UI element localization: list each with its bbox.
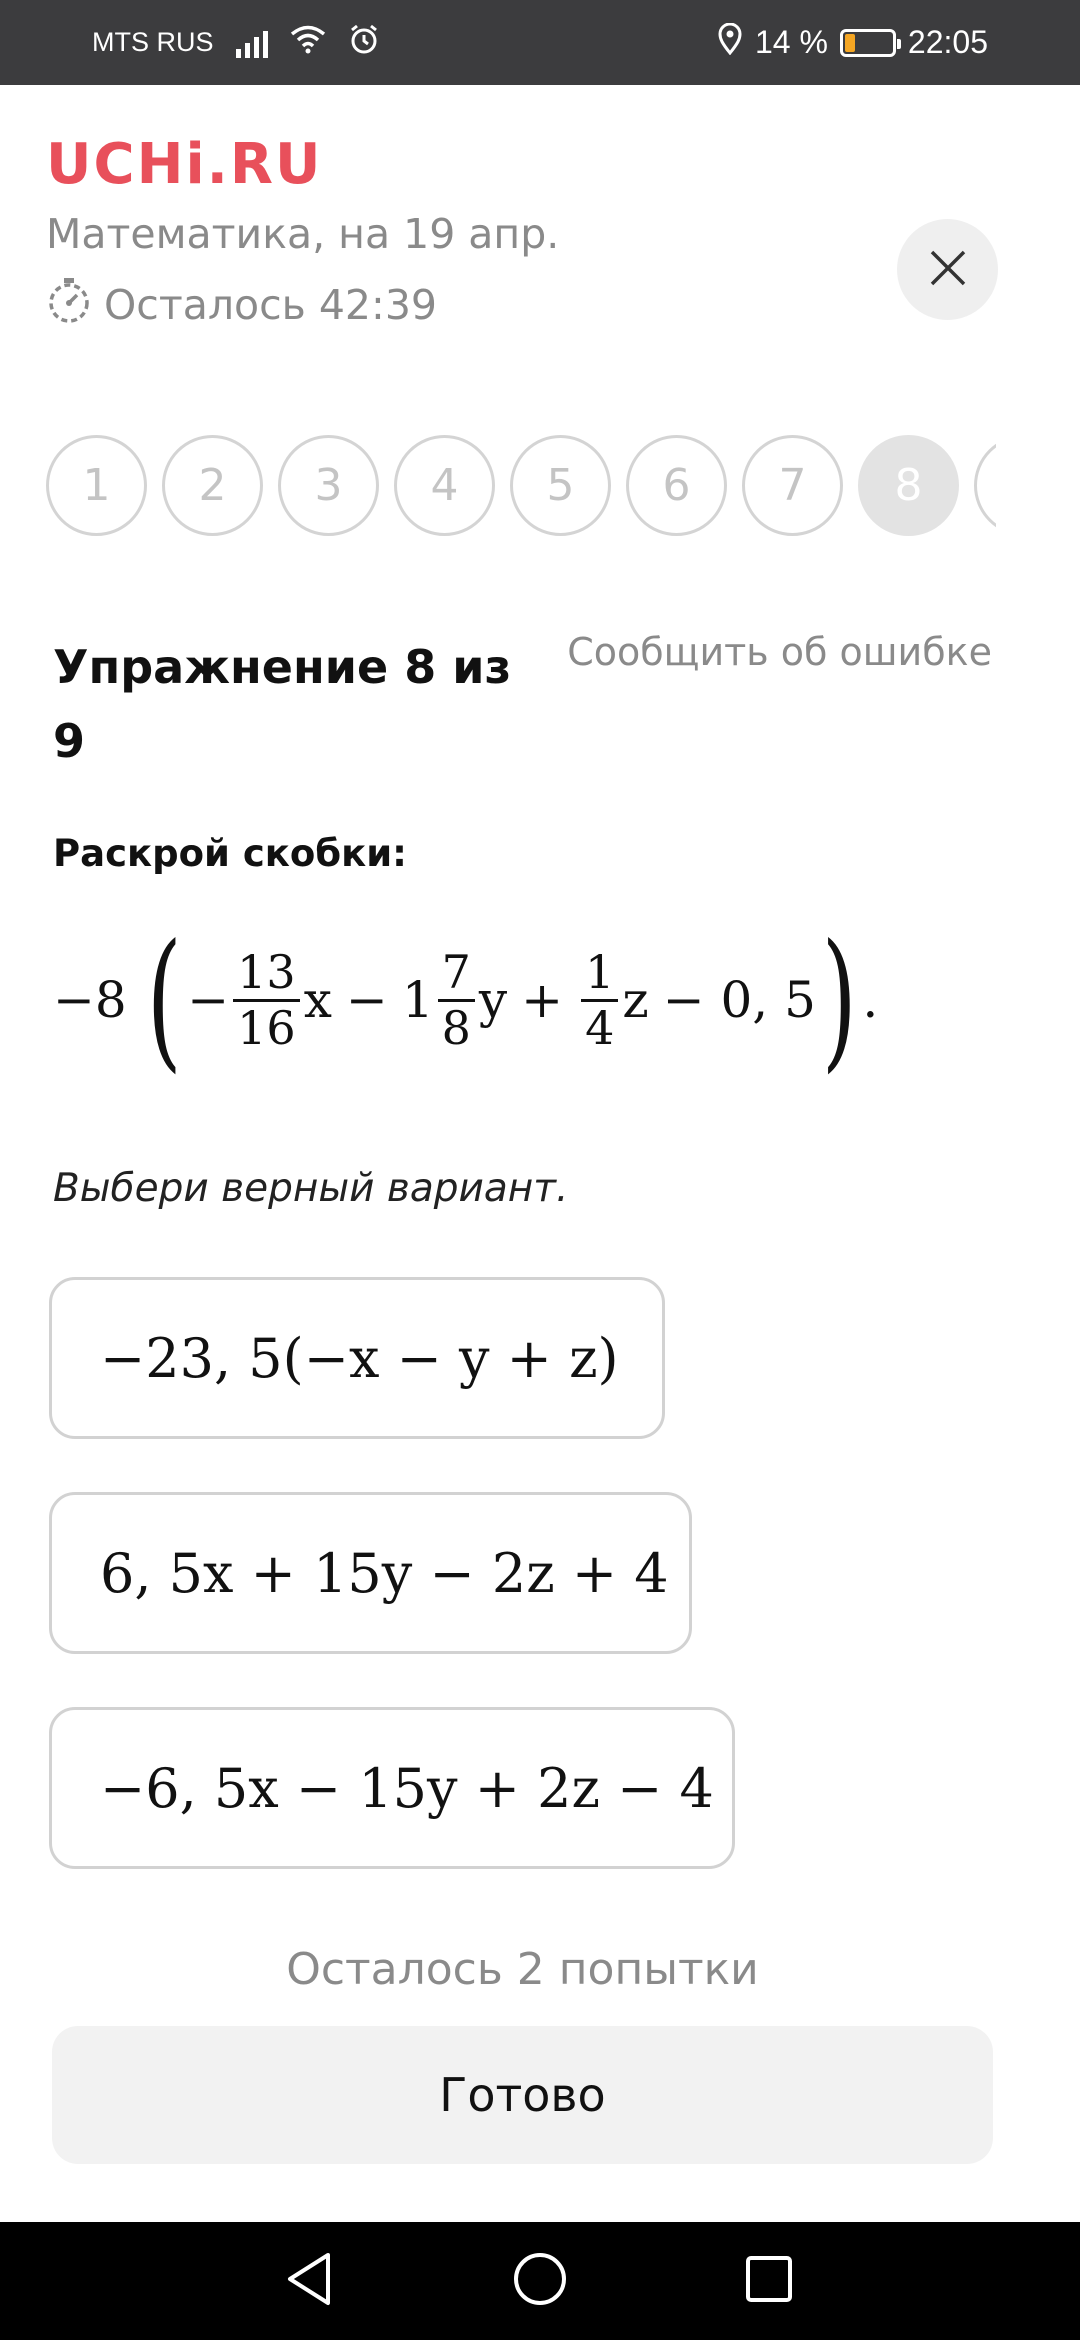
signal-icon: [236, 28, 268, 58]
answer-option-1[interactable]: −23, 5(−x − y + z): [49, 1277, 665, 1439]
back-icon: [284, 2251, 336, 2311]
stopwatch-icon: [46, 276, 92, 334]
clock: 22:05: [907, 24, 988, 60]
report-error-link[interactable]: Сообщить об ошибке: [567, 630, 992, 674]
fraction-1-denominator: 16: [237, 1000, 296, 1055]
home-icon: [512, 2251, 568, 2311]
formula-open-paren: (: [146, 913, 182, 1087]
back-button[interactable]: [250, 2222, 370, 2340]
formula-mixed-whole: 1: [401, 971, 434, 1029]
timer-text: Осталось 42:39: [104, 281, 438, 329]
timer: [46, 276, 437, 334]
formula-op-1: −: [345, 971, 388, 1029]
step-7[interactable]: 7: [742, 435, 843, 536]
recents-icon: [744, 2254, 794, 2308]
answer-option-2[interactable]: 6, 5x + 15y − 2z + 4: [49, 1492, 692, 1654]
status-left: [92, 0, 380, 85]
exercise-steps: [46, 435, 996, 539]
alarm-icon: [348, 23, 380, 62]
system-nav-bar: [0, 2222, 1080, 2340]
attempts-left: Осталось 2 попытки: [286, 1944, 759, 1995]
step-2[interactable]: 2: [162, 435, 263, 536]
formula-var-z: z: [622, 971, 649, 1029]
step-next-partial[interactable]: [974, 435, 996, 536]
task-text: Раскрой скобки:: [53, 832, 407, 875]
formula-coefficient: −8: [53, 971, 127, 1029]
status-bar: [0, 0, 1080, 85]
formula-var-y: y: [478, 971, 508, 1029]
fraction-1-numerator: 13: [233, 946, 300, 1002]
step-1[interactable]: 1: [46, 435, 147, 536]
formula-fraction-1: [233, 946, 300, 1055]
answer-option-3[interactable]: −6, 5x − 15y + 2z − 4: [49, 1707, 735, 1869]
home-button[interactable]: [480, 2222, 600, 2340]
recents-button[interactable]: [709, 2222, 829, 2340]
close-button[interactable]: [897, 219, 998, 320]
location-icon: [717, 23, 743, 63]
formula-var-x: x: [303, 971, 332, 1029]
battery-icon: [840, 29, 896, 57]
step-4[interactable]: 4: [394, 435, 495, 536]
formula-end: .: [862, 971, 879, 1029]
done-button[interactable]: Готово: [52, 2026, 993, 2164]
step-6[interactable]: 6: [626, 435, 727, 536]
battery-fill: [845, 34, 855, 52]
formula: [53, 913, 879, 1087]
step-3[interactable]: 3: [278, 435, 379, 536]
fraction-2-numerator: 7: [438, 946, 475, 1002]
subject-title: Математика, на 19 апр.: [46, 210, 560, 258]
formula-fraction-3: [581, 946, 618, 1055]
hint-text: Выбери верный вариант.: [53, 1166, 569, 1211]
formula-tail: − 0, 5: [662, 971, 816, 1029]
exercise-title: Упражнение 8 из 9: [53, 640, 512, 768]
step-8[interactable]: 8: [858, 435, 959, 536]
formula-minus: −: [187, 971, 230, 1029]
status-right: [717, 0, 988, 85]
battery-percent: 14 %: [754, 24, 828, 60]
formula-fraction-2: [438, 946, 475, 1055]
fraction-2-denominator: 8: [441, 1000, 471, 1055]
app-logo: UCHi.RU: [46, 132, 323, 197]
formula-close-paren: ): [821, 913, 857, 1087]
formula-op-2: +: [521, 971, 564, 1029]
carrier-name: MTS RUS: [92, 27, 214, 57]
step-5[interactable]: 5: [510, 435, 611, 536]
fraction-3-numerator: 1: [581, 946, 618, 1002]
fraction-3-denominator: 4: [585, 1000, 615, 1055]
close-icon: [928, 248, 968, 292]
wifi-icon: [290, 24, 326, 61]
